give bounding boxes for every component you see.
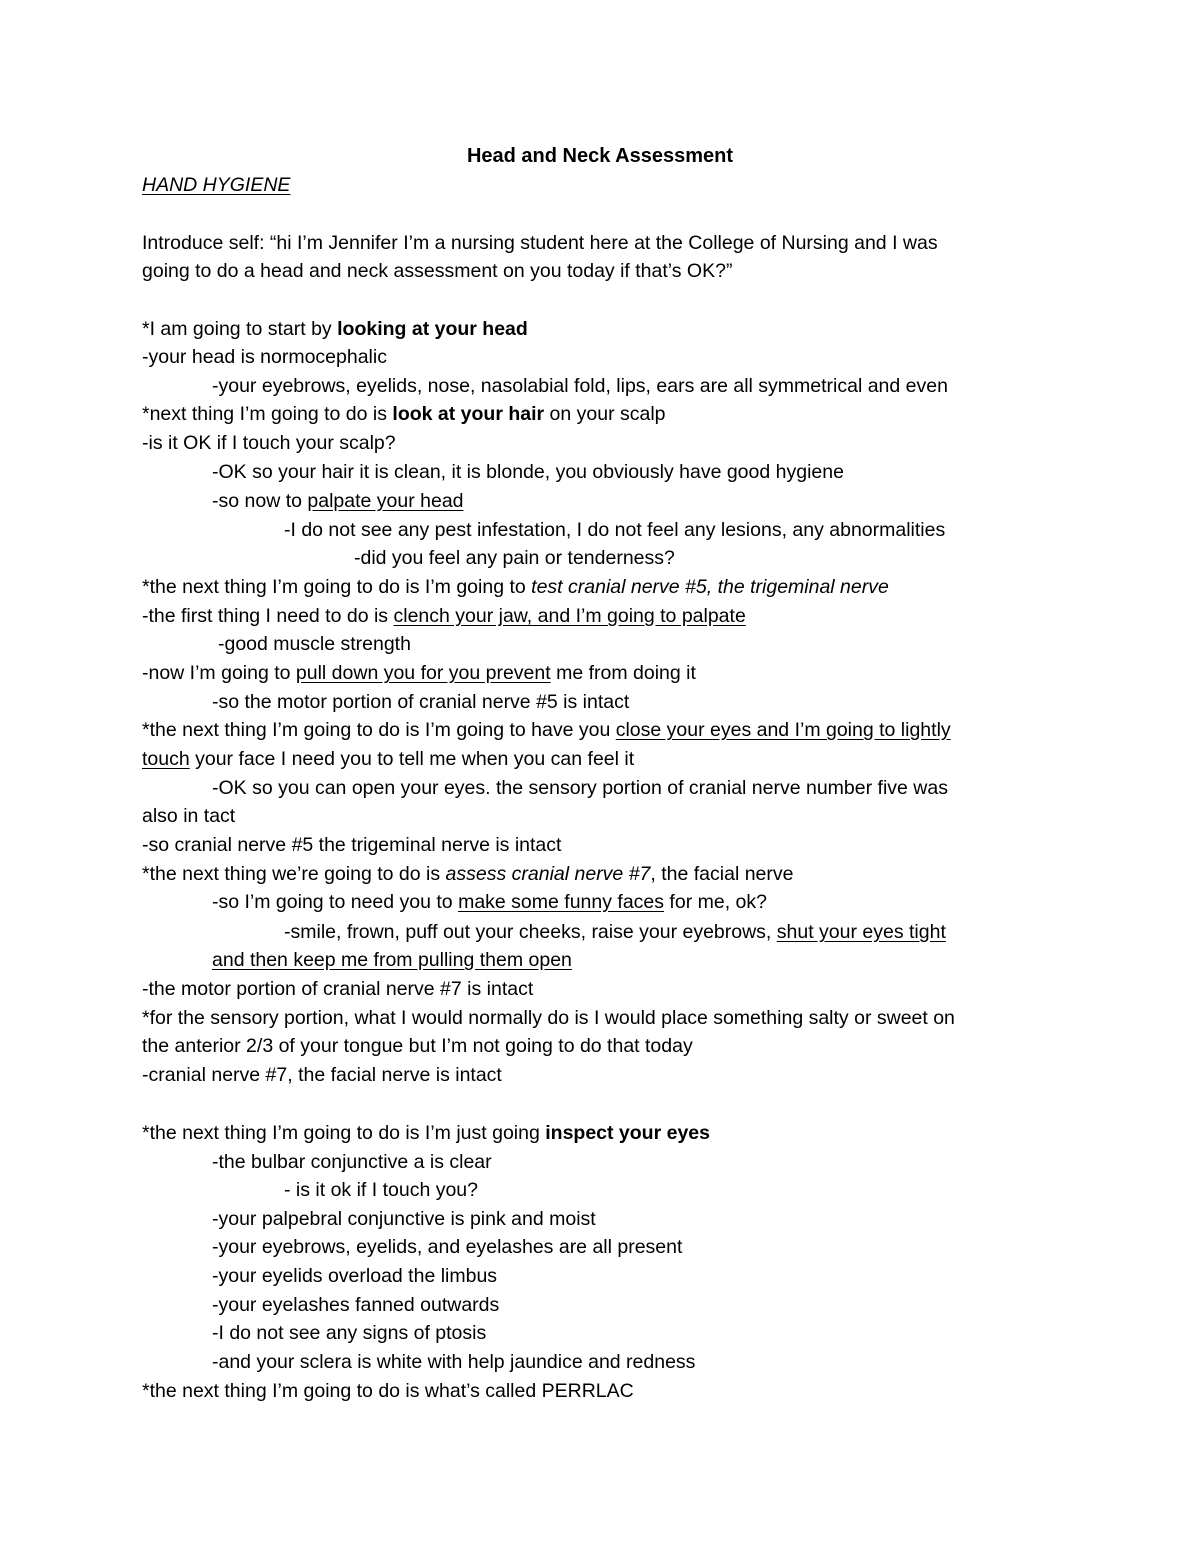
text-segment: *next thing I’m going to do is [142, 403, 393, 425]
text-segment: -your eyebrows, eyelids, nose, nasolabial fold, lips, ears are all symmetrical and even [212, 375, 948, 397]
text-line [142, 402, 666, 426]
text-line [142, 1121, 710, 1145]
text-segment: -your eyelids overload the limbus [212, 1265, 498, 1287]
text-segment: , the facial nerve [650, 863, 794, 885]
text-segment: looking at your head [337, 318, 528, 340]
text-segment: -your eyelashes fanned outwards [212, 1294, 500, 1316]
text-segment: -and your sclera is white with help jaundice and redness [212, 1351, 696, 1373]
text-line [142, 747, 634, 771]
text-line [142, 833, 561, 857]
text-line [142, 173, 290, 197]
text-segment: *the next thing I’m going to do is I’m going to [142, 576, 532, 598]
text-segment: -OK so you can open your eyes. the sensory portion of cranial nerve number five was [212, 777, 948, 799]
text-segment: -cranial nerve #7, the facial nerve is intact [142, 1064, 502, 1086]
text-segment: -smile, frown, puff out your cheeks, raise your eyebrows, [284, 921, 777, 943]
text-segment: -so the motor portion of cranial nerve #5 is intact [212, 691, 630, 713]
text-segment: inspect your eyes [545, 1122, 710, 1144]
text-line [212, 374, 948, 398]
text-line [142, 345, 387, 369]
text-segment: -now I’m going to [142, 662, 296, 684]
text-segment: -the bulbar conjunctive a is clear [212, 1151, 492, 1173]
text-line [212, 1321, 486, 1345]
text-segment: -your eyebrows, eyelids, and eyelashes are all present [212, 1236, 683, 1258]
text-segment: on your scalp [544, 403, 666, 425]
text-line [142, 431, 396, 455]
text-line [142, 977, 533, 1001]
text-line [142, 1034, 693, 1058]
text-line [212, 1150, 492, 1174]
text-segment: -so cranial nerve #5 the trigeminal nerve is intact [142, 834, 562, 856]
text-line [142, 259, 732, 283]
text-segment: pull down you for you prevent [295, 662, 551, 684]
text-segment: -so I’m going to need you to [212, 891, 459, 913]
text-segment: -did you feel any pain or tenderness? [354, 547, 675, 569]
text-line [142, 317, 528, 341]
text-segment: -I do not see any signs of ptosis [212, 1322, 487, 1344]
text-segment: *the next thing I’m going to do is I’m going to have you [142, 719, 616, 741]
text-line [212, 690, 629, 714]
text-line [284, 1178, 478, 1202]
text-line [212, 890, 767, 914]
text-segment: Introduce self: “hi I’m Jennifer I’m a nursing student here at the College of Nursing and I was [142, 232, 938, 254]
document-title: Head and Neck Assessment [466, 145, 734, 167]
text-segment: shut your eyes tight [776, 921, 946, 943]
text-segment: HAND HYGIENE [142, 174, 291, 196]
text-segment: *the next thing we’re going to do is [142, 863, 446, 885]
text-segment: *I am going to start by [142, 318, 338, 340]
text-segment: palpate your head [307, 490, 464, 512]
text-segment: me from doing it [550, 662, 696, 684]
text-line [212, 1207, 596, 1231]
text-segment: *the next thing I’m going to do is I’m just going [142, 1122, 546, 1144]
text-segment: *for the sensory portion, what I would normally do is I would place something salty or sweet on [142, 1007, 955, 1029]
text-line [212, 460, 844, 484]
text-line [142, 604, 746, 628]
text-line [142, 1006, 955, 1030]
text-segment: test cranial nerve #5, the trigeminal nerve [531, 576, 889, 598]
text-line [142, 718, 951, 742]
text-segment: going to do a head and neck assessment on you today if that’s OK?” [142, 260, 733, 282]
text-segment: assess cranial nerve #7 [445, 863, 651, 885]
text-segment: -good muscle strength [218, 633, 411, 655]
text-segment: look at your hair [392, 403, 545, 425]
text-segment: -so now to [212, 490, 308, 512]
text-segment: -your palpebral conjunctive is pink and moist [212, 1208, 596, 1230]
text-line [212, 948, 572, 972]
text-segment: touch [142, 748, 190, 770]
text-segment: -I do not see any pest infestation, I do not feel any lesions, any abnormalities [284, 519, 946, 541]
text-line [354, 546, 675, 570]
text-segment: for me, ok? [664, 891, 767, 913]
text-segment: -the motor portion of cranial nerve #7 is intact [142, 978, 534, 1000]
text-segment: and then keep me from pulling them open [212, 949, 572, 971]
text-line [284, 518, 945, 542]
text-line [212, 1350, 695, 1374]
text-segment: clench your jaw, and I’m going to palpate [393, 605, 746, 627]
text-line [142, 661, 696, 685]
text-segment: -is it OK if I touch your scalp? [142, 432, 396, 454]
text-segment: -OK so your hair it is clean, it is blonde, you obviously have good hygiene [212, 461, 844, 483]
text-line [212, 1235, 682, 1259]
text-line [218, 632, 411, 656]
text-segment: -the first thing I need to do is [142, 605, 394, 627]
text-segment: also in tact [142, 805, 236, 827]
text-segment: make some funny faces [458, 891, 665, 913]
text-line [142, 862, 793, 886]
text-segment: -your head is normocephalic [142, 346, 387, 368]
text-segment: - is it ok if I touch you? [284, 1179, 479, 1201]
text-line [212, 1293, 499, 1317]
text-line [142, 1063, 502, 1087]
text-segment: the anterior 2/3 of your tongue but I’m not going to do that today [142, 1035, 693, 1057]
text-line [142, 1379, 634, 1403]
text-line [284, 920, 946, 944]
text-segment: your face I need you to tell me when you can feel it [189, 748, 635, 770]
text-line [142, 231, 938, 255]
text-line [212, 776, 948, 800]
text-segment: close your eyes and I’m going to lightly [615, 719, 951, 741]
text-segment: *the next thing I’m going to do is what’s called PERRLAC [142, 1380, 634, 1402]
text-line [142, 804, 235, 828]
text-line [212, 1264, 497, 1288]
text-line [212, 489, 464, 513]
text-line [142, 575, 889, 599]
